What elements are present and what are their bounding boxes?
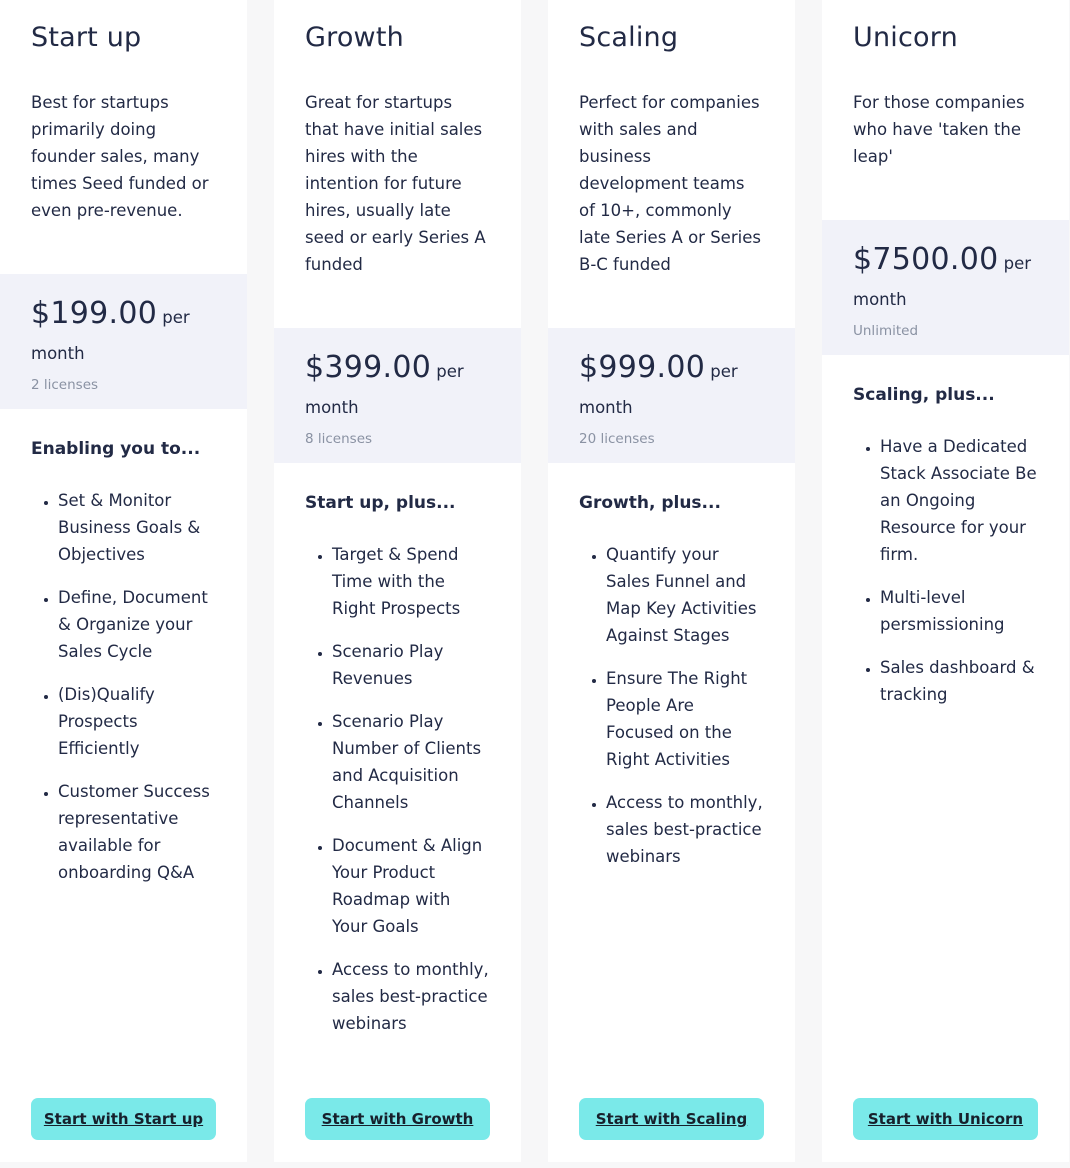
license-count: 2 licenses	[31, 377, 99, 393]
plan-description: For those companies who have 'taken the leap'	[853, 93, 1025, 166]
price-band	[274, 328, 521, 463]
license-count: 20 licenses	[579, 431, 655, 447]
feature-item: • Quantify your Sales Funnel and Map Key Activities Against Stages	[606, 541, 764, 649]
start-with-unicorn-button[interactable]: Start with Unicorn	[853, 1098, 1038, 1140]
license-count: Unlimited	[853, 323, 919, 339]
price-amount: $399.00	[305, 350, 432, 385]
price-amount: $999.00	[579, 350, 706, 385]
price-amount: $7500.00	[853, 242, 999, 277]
plan-card-growth	[274, 0, 521, 1162]
price-amount: $199.00	[31, 296, 158, 331]
price-period: per month	[853, 254, 1032, 309]
price-band	[0, 274, 247, 409]
feature-item: • (Dis)Qualify Prospects Efficiently	[58, 681, 216, 762]
plan-description: Perfect for companies with sales and business development teams of 10+, commonly late Series A or Series B-C funded	[579, 93, 761, 274]
price-period: per month	[305, 362, 464, 417]
price-line	[305, 350, 490, 426]
feature-item: • Access to monthly, sales best-practice webinars	[332, 956, 490, 1037]
plan-description: Best for startups primarily doing founder sales, many times Seed funded or even pre-revenue.	[31, 93, 209, 220]
start-with-start-up-button[interactable]: Start with Start up	[31, 1098, 216, 1140]
plan-title: Start up	[31, 22, 142, 53]
price-period: per month	[31, 308, 190, 363]
price-line	[853, 242, 1038, 318]
feature-item: • Scenario Play Number of Clients and Acquisition Channels	[332, 708, 490, 816]
plan-card-start-up	[0, 0, 247, 1162]
feature-item: • Have a Dedicated Stack Associate Be an Ongoing Resource for your firm.	[880, 433, 1038, 568]
start-with-scaling-button[interactable]: Start with Scaling	[579, 1098, 764, 1140]
features-list	[853, 433, 1038, 724]
features-title: Scaling, plus...	[853, 385, 995, 405]
feature-item: • Define, Document & Organize your Sales Cycle	[58, 584, 216, 665]
feature-item: • Customer Success representative available for onboarding Q&A	[58, 778, 216, 886]
price-band	[548, 328, 795, 463]
plan-title: Unicorn	[853, 22, 958, 53]
feature-item: • Ensure The Right People Are Focused on the Right Activities	[606, 665, 764, 773]
feature-item: • Target & Spend Time with the Right Prospects	[332, 541, 490, 622]
price-line	[31, 296, 216, 372]
start-with-growth-button[interactable]: Start with Growth	[305, 1098, 490, 1140]
features-list	[579, 541, 764, 886]
features-title: Growth, plus...	[579, 493, 721, 513]
feature-item: • Scenario Play Revenues	[332, 638, 490, 692]
features-list	[31, 487, 216, 902]
plan-card-unicorn	[822, 0, 1069, 1162]
plan-card-scaling	[548, 0, 795, 1162]
license-count: 8 licenses	[305, 431, 373, 447]
price-band	[822, 220, 1069, 355]
plan-description: Great for startups that have initial sales hires with the intention for future hires, usually late seed or early Series A funded	[305, 93, 486, 274]
feature-item: • Multi-level persmissioning	[880, 584, 1038, 638]
plan-title: Growth	[305, 22, 404, 53]
feature-item: • Document & Align Your Product Roadmap with Your Goals	[332, 832, 490, 940]
features-title: Start up, plus...	[305, 493, 456, 513]
feature-item: • Set & Monitor Business Goals & Objectives	[58, 487, 216, 568]
price-period: per month	[579, 362, 738, 417]
plan-title: Scaling	[579, 22, 679, 53]
feature-item: • Access to monthly, sales best-practice webinars	[606, 789, 764, 870]
feature-item: • Sales dashboard & tracking	[880, 654, 1038, 708]
price-line	[579, 350, 764, 426]
features-title: Enabling you to...	[31, 439, 201, 459]
features-list	[305, 541, 490, 1053]
